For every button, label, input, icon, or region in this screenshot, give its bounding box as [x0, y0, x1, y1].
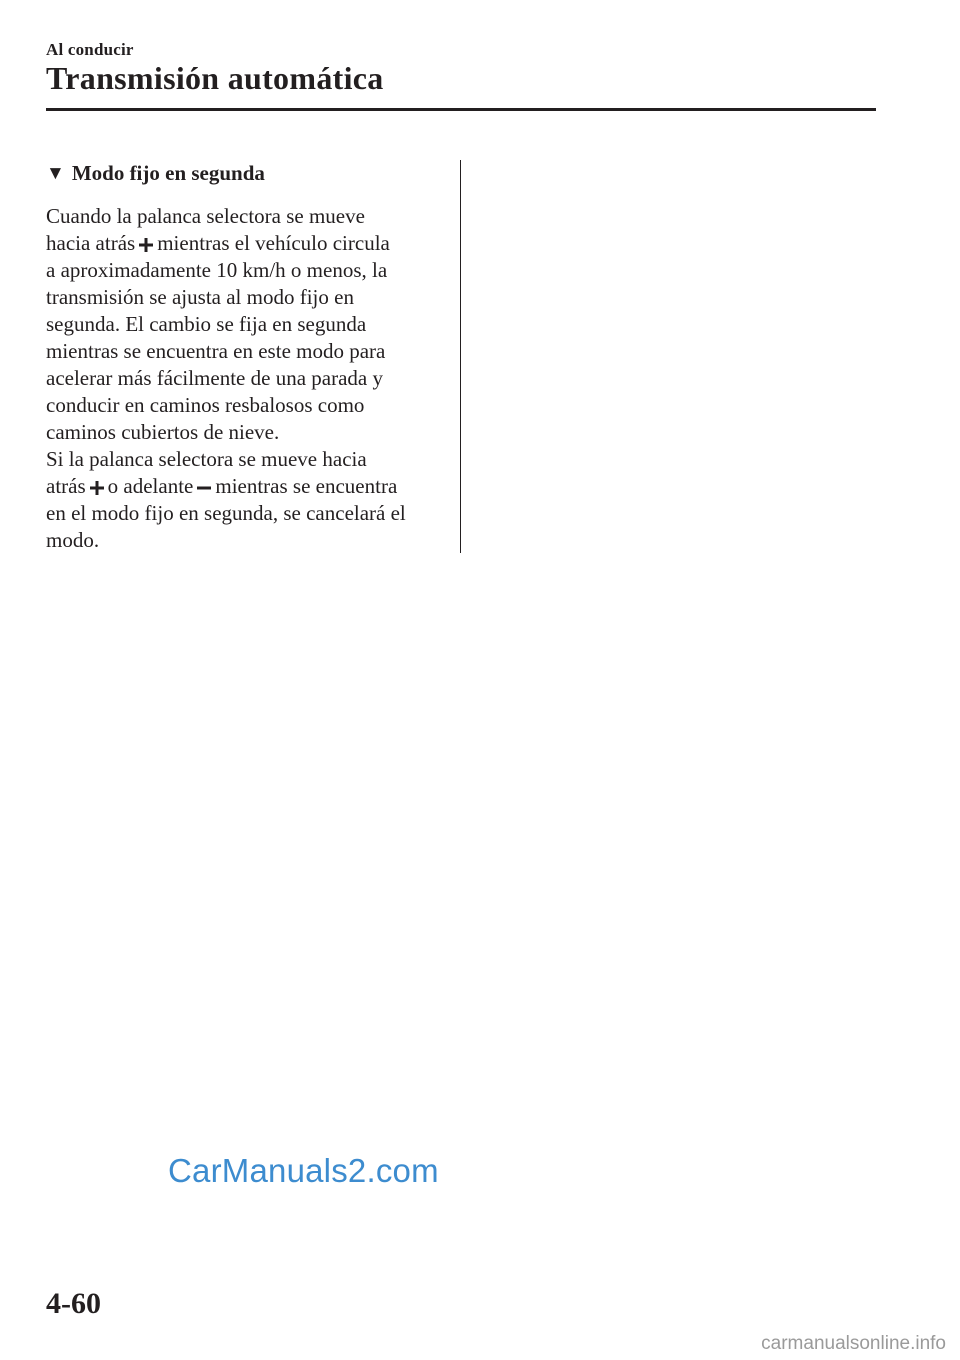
- text-line: modo.: [46, 528, 100, 552]
- text-line: Si la palanca selectora se mueve hacia: [46, 447, 367, 471]
- plus-icon: [138, 237, 154, 253]
- subsection-title: Modo fijo en segunda: [71, 161, 265, 185]
- text-line: Cuando la palanca selectora se mueve: [46, 204, 365, 228]
- header-rule: [46, 108, 876, 111]
- minus-icon: [196, 480, 212, 496]
- page-number: 4-60: [46, 1287, 101, 1320]
- text-line: [46, 473, 446, 500]
- text-fragment: mientras el vehículo circula: [157, 231, 390, 255]
- body-text: [46, 203, 446, 554]
- text-fragment: hacia atrás: [46, 231, 136, 255]
- column-divider: [460, 160, 461, 553]
- plus-icon: [89, 480, 105, 496]
- section-label: Al conducir: [46, 40, 134, 59]
- subsection-heading: [46, 161, 446, 186]
- text-line: [46, 230, 446, 257]
- text-line: conducir en caminos resbalosos como: [46, 393, 365, 417]
- text-line: en el modo fijo en segunda, se cancelará el: [46, 501, 406, 525]
- triangle-down-icon: ▼: [46, 163, 65, 184]
- text-fragment: atrás: [46, 474, 86, 498]
- text-line: caminos cubiertos de nieve.: [46, 420, 280, 444]
- watermark: CarManuals2.com: [168, 1152, 439, 1189]
- footer-site-label: carmanualsonline.info: [761, 1333, 946, 1354]
- text-line: a aproximadamente 10 km/h o menos, la: [46, 258, 388, 282]
- page-title: Transmisión automática: [46, 60, 384, 96]
- text-line: segunda. El cambio se fija en segunda: [46, 312, 367, 336]
- text-fragment: o adelante: [107, 474, 194, 498]
- text-line: transmisión se ajusta al modo fijo en: [46, 285, 354, 309]
- text-fragment: mientras se encuentra: [215, 474, 398, 498]
- text-line: acelerar más fácilmente de una parada y: [46, 366, 383, 390]
- text-line: mientras se encuentra en este modo para: [46, 339, 386, 363]
